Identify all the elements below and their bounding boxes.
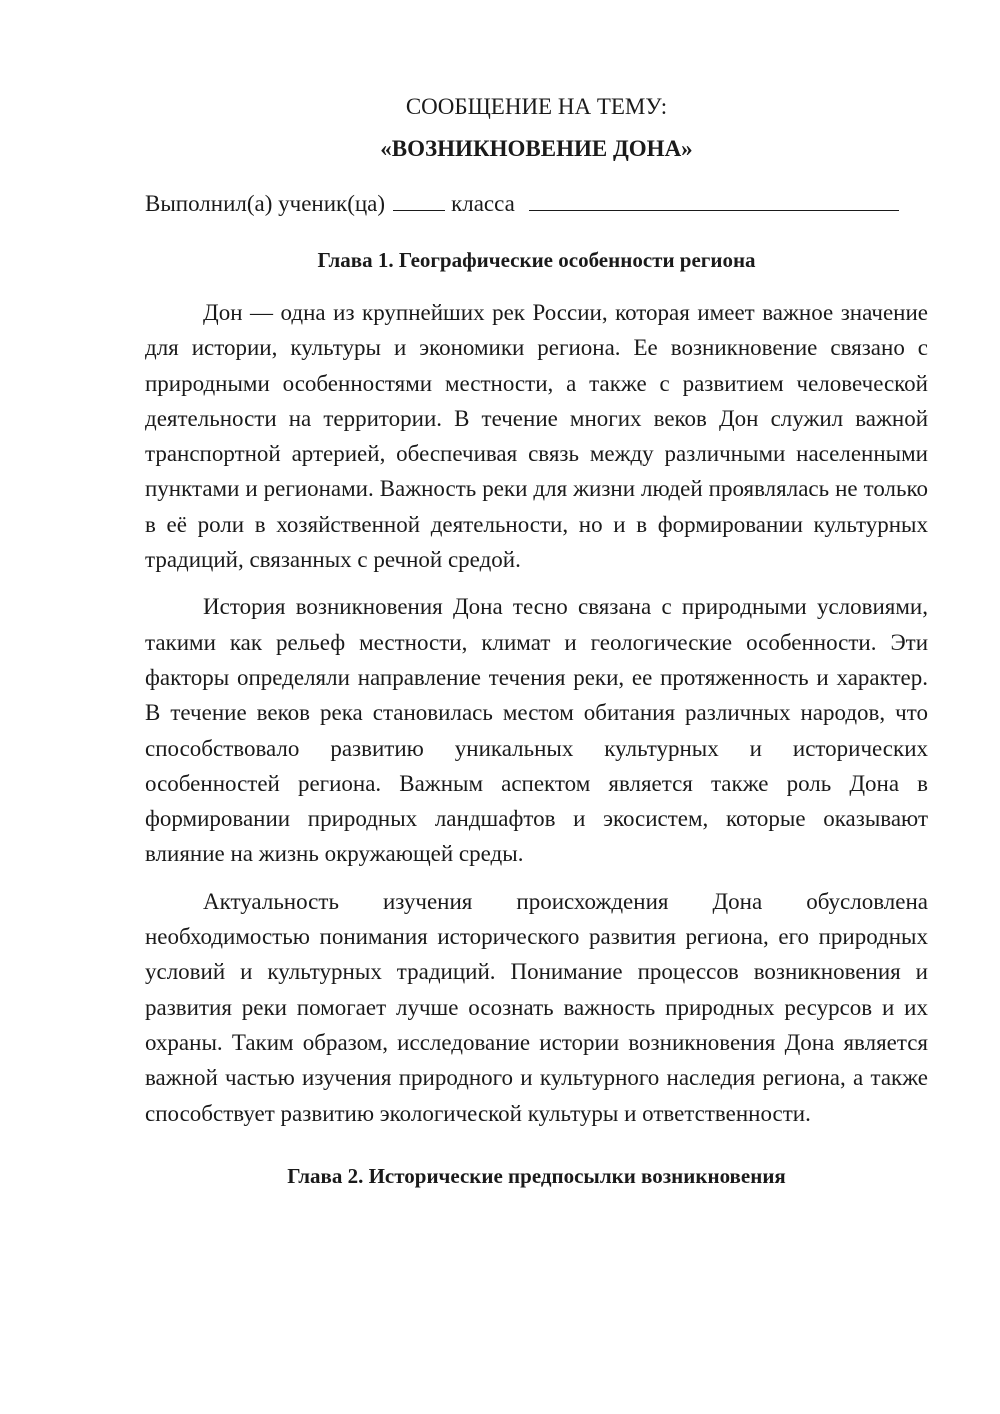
chapter1-title: Глава 1. Географические особенности региона — [317, 248, 756, 272]
paragraph: Дон — одна из крупнейших рек России, которая имеет важное значение для истории, культуры и экономики региона. Ее возникновение связано с природными особенностями местности, а также с развитием человеческой деятельности на территории. В течение многих веков Дон служил важной транспортной артерией, обеспечивая связь между различными населенными пунктами и регионами. Важность реки для жизни людей проявлялась не только в её роли в хозяйственной деятельности, но и в формировании культурных традиций, связанных с речной средой. — [145, 300, 928, 573]
class-name-blank — [529, 190, 899, 211]
paragraph: Актуальность изучения происхождения Дона обусловлена необходимостью понимания исторического развития региона, его природных условий и культурных традиций. Понимание процессов возникновения и развития реки помогает лучше осознать важность природных ресурсов и их охраны. Таким образом, исследование истории возникновения Дона является важной частью изучения природного и культурного наследия региона, а также способствует развитию экологической культуры и ответственности. — [145, 888, 928, 1126]
chapter2-title: Глава 2. Исторические предпосылки возникновения — [287, 1163, 786, 1188]
paragraph: История возникновения Дона тесно связана с природными условиями, такими как рельеф местности, климат и геологические особенности. Эти факторы определяли направление течения реки, ее протяженность и характер. В течение веков река становилась местом обитания различных народов, что способствовало развитию уникальных культурных и исторических особенностей региона. Важным аспектом является также роль Дона в формировании природных ландшафтов и экосистем, которые оказывают влияние на жизнь окружающей среды. — [145, 594, 928, 867]
class-number-blank — [393, 190, 445, 211]
document-title: «ВОЗНИКНОВЕНИЕ ДОНА» — [380, 136, 693, 161]
document-page — [145, 92, 928, 1191]
author-label: Выполнил(а) ученик(ца) — [145, 191, 386, 216]
author-line — [145, 189, 928, 219]
class-label: класса — [451, 191, 515, 216]
document-heading-line1: СООБЩЕНИЕ НА ТЕМУ: — [405, 94, 668, 119]
